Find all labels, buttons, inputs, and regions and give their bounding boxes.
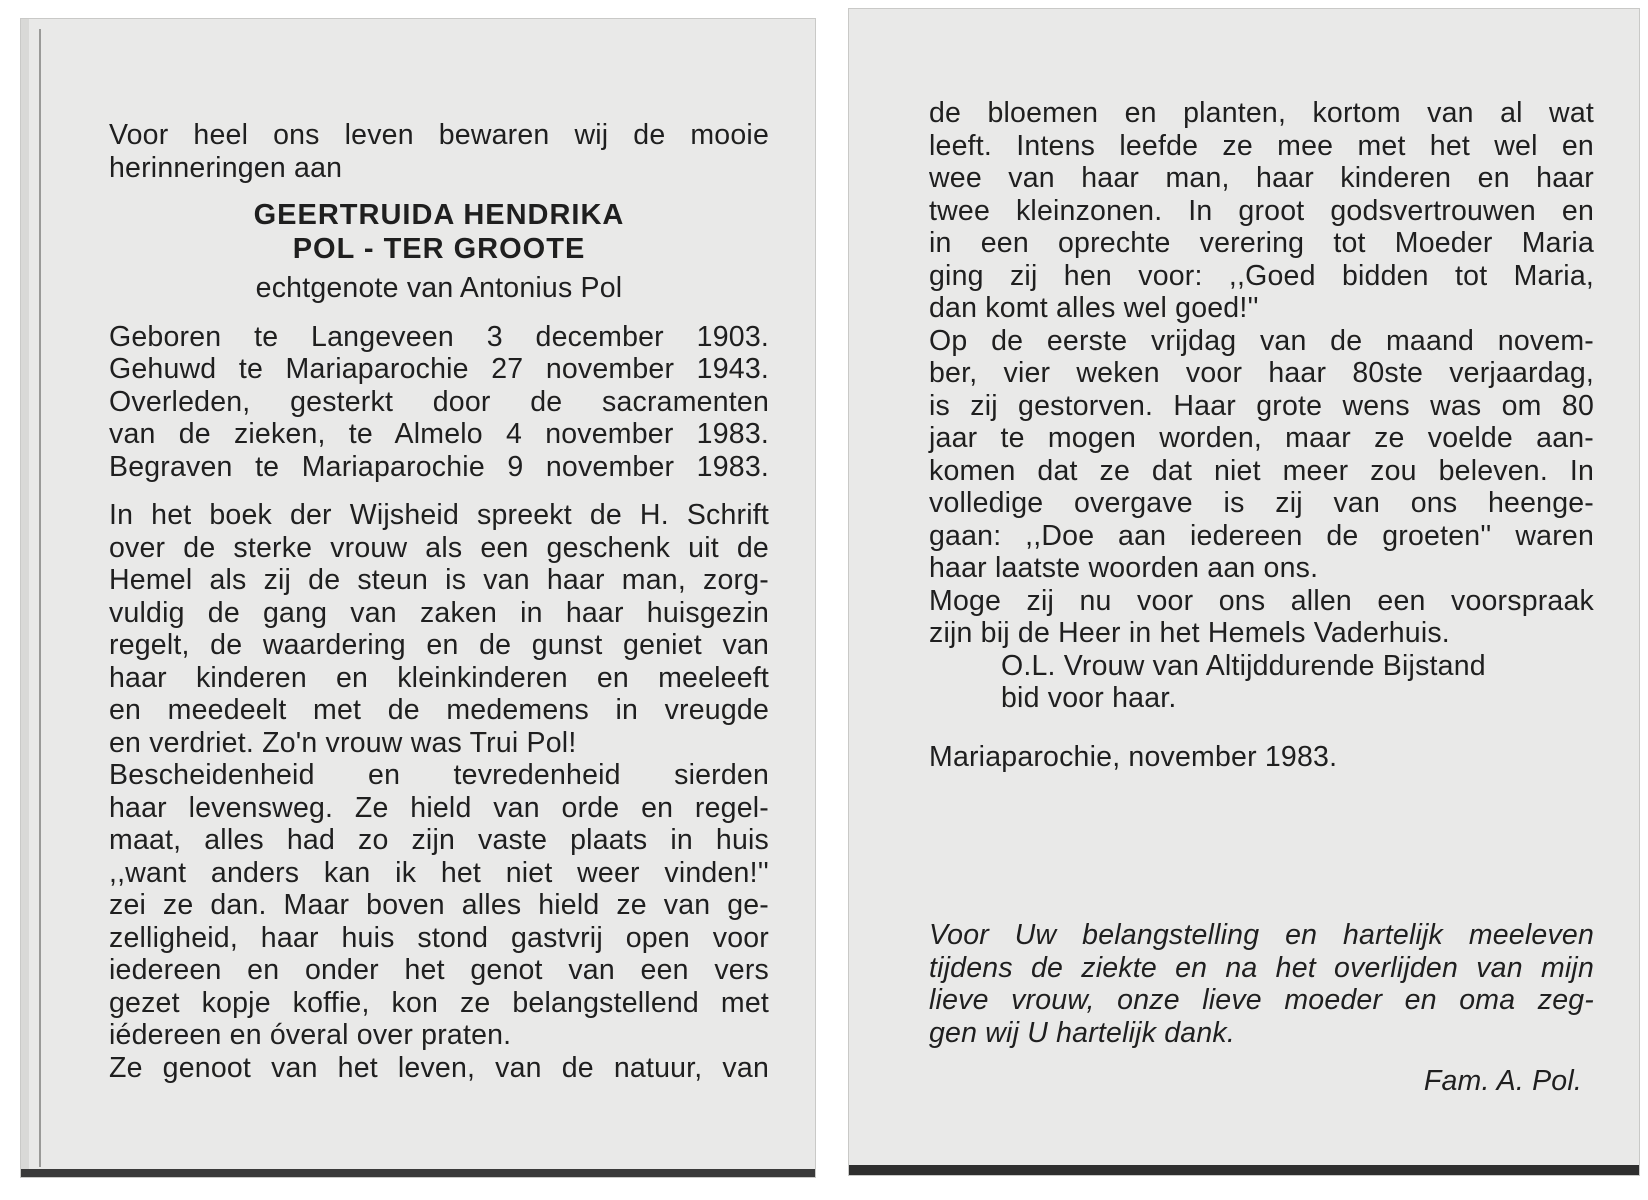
body-line: Ze genoot van het leven, van de natuur, van <box>109 1051 769 1084</box>
body-line: over de sterke vrouw als een geschenk uit de <box>109 531 769 564</box>
life-event-line: Overleden, gesterkt door de sacramenten <box>109 385 769 418</box>
body-line: dan komt alles wel goed!'' <box>929 292 1259 324</box>
body-line: Op de eerste vrijdag van de maand novem- <box>929 324 1594 357</box>
left-page <box>20 18 816 1178</box>
prayer-line: O.L. Vrouw van Altijddurende Bijstand <box>1001 649 1486 682</box>
body-line: zei ze dan. Maar boven alles hield ze van ge- <box>109 889 769 921</box>
left-page-text <box>109 119 769 1084</box>
body-line: wee van haar man, haar kinderen en haar <box>929 162 1594 194</box>
body-line: In het boek der Wijsheid spreekt de H. Schrift <box>109 499 769 531</box>
body-line: Moge zij nu voor ons allen een voorspraak <box>929 584 1594 617</box>
deceased-name-line-1: GEERTRUIDA HENDRIKA <box>253 199 625 231</box>
thanks-line: gen wij U hartelijk dank. <box>929 1016 1235 1049</box>
body-line: komen dat ze dat niet meer zou beleven. In <box>929 454 1594 487</box>
body-line: en meedeelt met de medemens in vreugde <box>109 694 769 726</box>
body-line: de bloemen en planten, kortom van al wat <box>929 97 1594 129</box>
place-date: Mariaparochie, november 1983. <box>929 740 1338 773</box>
body-line: zelligheid, haar huis stond gastvrij open voor <box>109 921 769 954</box>
body-line: haar levensweg. Ze hield van orde en regel- <box>109 791 769 824</box>
body-line: ging zij hen voor: ,,Goed bidden tot Maria, <box>929 259 1594 292</box>
body-line: zijn bij de Heer in het Hemels Vaderhuis. <box>929 617 1450 649</box>
body-line: jaar te mogen worden, maar ze voelde aan- <box>929 422 1594 454</box>
thanks-line: tijdens de ziekte en na het overlijden van mijn <box>929 951 1594 984</box>
body-line: is zij gestorven. Haar grote wens was om 80 <box>929 389 1594 422</box>
body-line: vuldig de gang van zaken in haar huisgezin <box>109 596 769 629</box>
body-line: regelt, de waardering en de gunst geniet van <box>109 629 769 661</box>
thanks-line: Voor Uw belangstelling en hartelijk meeleven <box>929 919 1594 951</box>
intro-line: Voor heel ons leven bewaren wij de mooie <box>109 119 769 151</box>
thanks-line: lieve vrouw, onze lieve moeder en oma zeg- <box>929 984 1594 1016</box>
body-line: iédereen en óveral over praten. <box>109 1019 512 1051</box>
intro-line: herinneringen aan <box>109 151 343 184</box>
life-event-line: Begraven te Mariaparochie 9 november 1983. <box>109 450 769 483</box>
body-line: Bescheidenheid en tevredenheid sierden <box>109 759 769 791</box>
body-line: iedereen en onder het genot van een vers <box>109 954 769 986</box>
right-page <box>848 8 1640 1176</box>
life-event-line: Geboren te Langeveen 3 december 1903. <box>109 320 769 353</box>
body-line: en verdriet. Zo'n vrouw was Trui Pol! <box>109 726 577 759</box>
signature: Fam. A. Pol. <box>1423 1065 1582 1097</box>
body-line: haar kinderen en kleinkinderen en meeleeft <box>109 661 769 694</box>
body-line: in een oprechte verering tot Moeder Maria <box>929 227 1594 259</box>
body-line: gezet kopje koffie, kon ze belangstellend met <box>109 986 769 1019</box>
body-line: volledige overgave is zij van ons heenge- <box>929 487 1594 519</box>
body-line: ber, vier weken voor haar 80ste verjaardag, <box>929 357 1594 389</box>
body-line: haar laatste woorden aan ons. <box>929 552 1319 584</box>
life-event-line: van de zieken, te Almelo 4 november 1983. <box>109 418 769 450</box>
body-line: Hemel als zij de steun is van haar man, zorg- <box>109 564 769 596</box>
deceased-name-line-2: POL - TER GROOTE <box>292 233 586 265</box>
body-line: leeft. Intens leefde ze mee met het wel en <box>929 129 1594 162</box>
right-page-text <box>929 97 1594 1098</box>
spouse-line: echtgenote van Antonius Pol <box>255 272 623 304</box>
body-line: maat, alles had zo zijn vaste plaats in huis <box>109 824 769 856</box>
body-line: twee kleinzonen. In groot godsvertrouwen en <box>929 194 1594 227</box>
body-line: ,,want anders kan ik het niet weer vinden!'' <box>109 856 769 889</box>
life-event-line: Gehuwd te Mariaparochie 27 november 1943. <box>109 353 769 385</box>
prayer-line: bid voor haar. <box>1001 682 1177 714</box>
body-line: gaan: ,,Doe aan iedereen de groeten'' waren <box>929 519 1594 552</box>
